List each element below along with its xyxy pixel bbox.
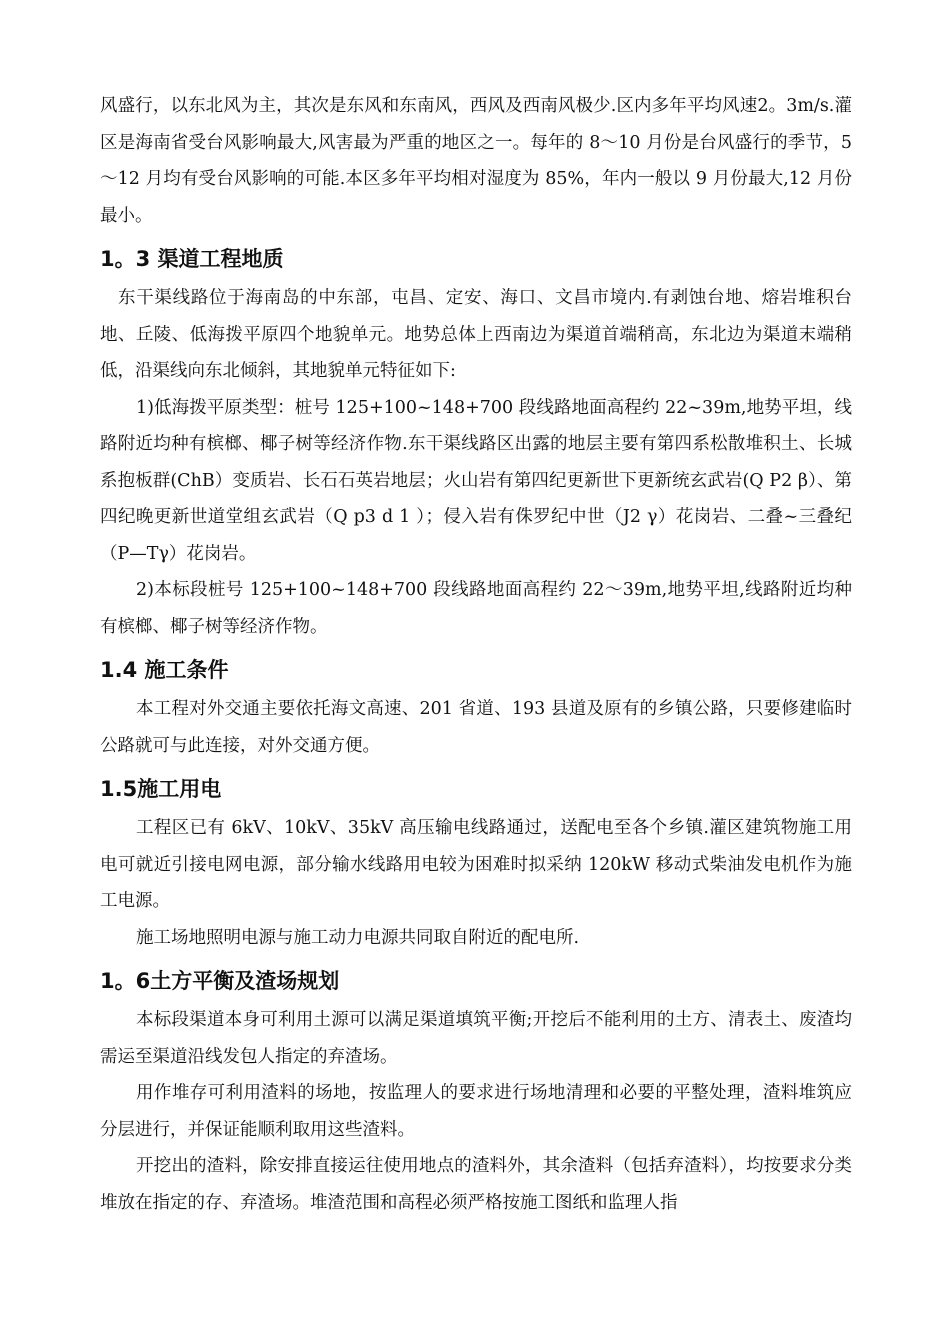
section-1-6-paragraph-1: 本标段渠道本身可利用土源可以满足渠道填筑平衡;开挖后不能利用的土方、清表土、废渣均需运至渠道沿线发包人指定的弃渣场。: [100, 1010, 852, 1067]
document-body: [100, 88, 852, 1221]
section-1-3-paragraph-1: 东干渠线路位于海南岛的中东部，屯昌、定安、海口、文昌市境内.有剥蚀台地、熔岩堆积台地、丘陵、低海拨平原四个地貌单元。地势总体上西南边为渠道首端稍高，东北边为渠道末端稍低，沿渠线向东北倾斜，其地貌单元特征如下:: [100, 288, 852, 381]
section-1-6-paragraph-3: 开挖出的渣料，除安排直接运往使用地点的渣料外，其余渣料（包括弃渣料），均按要求分类堆放在指定的存、弃渣场。堆渣范围和高程必须严格按施工图纸和监理人指: [100, 1156, 852, 1213]
section-1-4-paragraph-1: 本工程对外交通主要依托海文高速、201 省道、193 县道及原有的乡镇公路，只要修建临时公路就可与此连接，对外交通方便。: [100, 699, 852, 756]
section-1-5-paragraph-2: 施工场地照明电源与施工动力电源共同取自附近的配电所.: [136, 927, 580, 948]
section-1-3-paragraph-3: 2)本标段桩号 125+100~148+700 段线路地面高程约 22～39m,地势平坦,线路附近均种有槟榔、椰子树等经济作物。: [100, 580, 852, 637]
section-heading-1-4: 1.4 施工条件: [100, 658, 229, 682]
section-heading-1-5: 1.5施工用电: [100, 777, 222, 801]
section-1-3-paragraph-2: 1)低海拨平原类型：桩号 125+100~148+700 段线路地面高程约 22~39m,地势平坦，线路附近均种有槟榔、椰子树等经济作物.东干渠线路区出露的地层主要有第四系松散堆积土、长城系抱板群(ChB）变质岩、长石石英岩地层；火山岩有第四纪更新世下更新统玄武岩(Q P2 β）、第四纪晚更新世道堂组玄武岩（Q p3 d 1 ）；侵入岩有侏罗纪中世（J2 γ）花岗岩、二叠~三叠纪（P—Tγ）花岗岩。: [100, 397, 852, 564]
section-heading-1-3: 1。3 渠道工程地质: [100, 247, 284, 271]
section-1-6-paragraph-2: 用作堆存可利用渣料的场地，按监理人的要求进行场地清理和必要的平整处理，渣料堆筑应分层进行，并保证能顺利取用这些渣料。: [100, 1083, 852, 1140]
section-1-5-paragraph-1: 工程区已有 6kV、10kV、35kV 高压输电线路通过，送配电至各个乡镇.灌区建筑物施工用电可就近引接电网电源，部分输水线路用电较为困难时拟采纳 120kW 移动式柴油发电机作为施工电源。: [100, 818, 852, 911]
section-heading-1-6: 1。6土方平衡及渣场规划: [100, 969, 340, 993]
intro-paragraph: 风盛行，以东北风为主，其次是东风和东南风，西风及西南风极少.区内多年平均风速2。3m/s.灌区是海南省受台风影响最大,风害最为严重的地区之一。每年的 8～10 月份是台风盛行的季节，5～12 月均有受台风影响的可能.本区多年平均相对湿度为 85%，年内一般以 9 月份最大,12 月份最小。: [100, 96, 852, 226]
